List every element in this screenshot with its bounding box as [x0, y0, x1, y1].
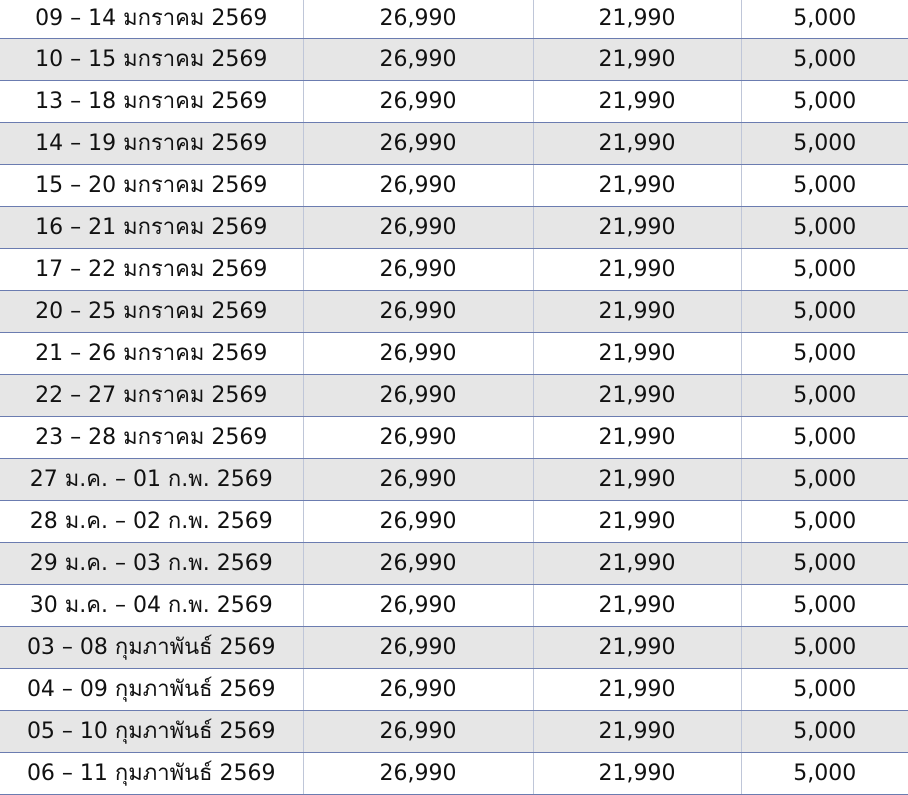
- price-cell: 26,990: [303, 333, 533, 375]
- table-row: [0, 753, 908, 795]
- price-cell: 26,990: [303, 39, 533, 81]
- price-cell: 26,990: [303, 165, 533, 207]
- price-cell: 5,000: [741, 123, 908, 165]
- price-cell: 21,990: [533, 207, 741, 249]
- table-row: [0, 291, 908, 333]
- price-cell: 26,990: [303, 711, 533, 753]
- travel-date-cell: 27 ม.ค. – 01 ก.พ. 2569: [0, 459, 303, 501]
- price-cell: 5,000: [741, 207, 908, 249]
- price-cell: 26,990: [303, 669, 533, 711]
- travel-date-cell: 15 – 20 มกราคม 2569: [0, 165, 303, 207]
- price-cell: 26,990: [303, 81, 533, 123]
- travel-date-cell: 10 – 15 มกราคม 2569: [0, 39, 303, 81]
- travel-date-cell: 03 – 08 กุมภาพันธ์ 2569: [0, 627, 303, 669]
- price-cell: 26,990: [303, 207, 533, 249]
- table-row: [0, 207, 908, 249]
- price-cell: 21,990: [533, 81, 741, 123]
- price-cell: 26,990: [303, 291, 533, 333]
- price-cell: 21,990: [533, 417, 741, 459]
- table-row: [0, 669, 908, 711]
- price-cell: 21,990: [533, 585, 741, 627]
- price-cell: 26,990: [303, 627, 533, 669]
- price-cell: 5,000: [741, 249, 908, 291]
- table-row: [0, 711, 908, 753]
- price-cell: 5,000: [741, 333, 908, 375]
- table-row: [0, 0, 908, 39]
- price-cell: 26,990: [303, 753, 533, 795]
- travel-date-cell: 09 – 14 มกราคม 2569: [0, 0, 303, 39]
- price-cell: 26,990: [303, 501, 533, 543]
- travel-date-cell: 04 – 09 กุมภาพันธ์ 2569: [0, 669, 303, 711]
- price-cell: 26,990: [303, 375, 533, 417]
- price-cell: 5,000: [741, 669, 908, 711]
- travel-date-cell: 20 – 25 มกราคม 2569: [0, 291, 303, 333]
- price-cell: 5,000: [741, 417, 908, 459]
- price-cell: 5,000: [741, 291, 908, 333]
- price-cell: 21,990: [533, 0, 741, 39]
- table-row: [0, 249, 908, 291]
- travel-date-cell: 17 – 22 มกราคม 2569: [0, 249, 303, 291]
- price-cell: 5,000: [741, 543, 908, 585]
- travel-date-cell: 14 – 19 มกราคม 2569: [0, 123, 303, 165]
- travel-date-cell: 06 – 11 กุมภาพันธ์ 2569: [0, 753, 303, 795]
- table-row: [0, 543, 908, 585]
- table-row: [0, 627, 908, 669]
- price-cell: 21,990: [533, 165, 741, 207]
- price-cell: 21,990: [533, 333, 741, 375]
- price-cell: 5,000: [741, 165, 908, 207]
- price-cell: 5,000: [741, 459, 908, 501]
- price-cell: 26,990: [303, 417, 533, 459]
- price-cell: 21,990: [533, 753, 741, 795]
- table-row: [0, 81, 908, 123]
- price-cell: 21,990: [533, 669, 741, 711]
- travel-date-cell: 30 ม.ค. – 04 ก.พ. 2569: [0, 585, 303, 627]
- table-row: [0, 501, 908, 543]
- price-cell: 21,990: [533, 501, 741, 543]
- price-cell: 5,000: [741, 711, 908, 753]
- price-cell: 26,990: [303, 543, 533, 585]
- price-cell: 21,990: [533, 39, 741, 81]
- price-cell: 5,000: [741, 627, 908, 669]
- price-cell: 21,990: [533, 123, 741, 165]
- table-row: [0, 123, 908, 165]
- price-cell: 5,000: [741, 585, 908, 627]
- price-cell: 26,990: [303, 585, 533, 627]
- price-cell: 5,000: [741, 81, 908, 123]
- price-cell: 26,990: [303, 249, 533, 291]
- travel-date-cell: 28 ม.ค. – 02 ก.พ. 2569: [0, 501, 303, 543]
- travel-date-cell: 23 – 28 มกราคม 2569: [0, 417, 303, 459]
- travel-date-cell: 21 – 26 มกราคม 2569: [0, 333, 303, 375]
- price-cell: 21,990: [533, 291, 741, 333]
- travel-date-cell: 13 – 18 มกราคม 2569: [0, 81, 303, 123]
- price-cell: 5,000: [741, 0, 908, 39]
- price-cell: 21,990: [533, 375, 741, 417]
- price-cell: 21,990: [533, 711, 741, 753]
- travel-date-cell: 16 – 21 มกราคม 2569: [0, 207, 303, 249]
- table-row: [0, 417, 908, 459]
- price-cell: 21,990: [533, 249, 741, 291]
- travel-date-cell: 22 – 27 มกราคม 2569: [0, 375, 303, 417]
- price-cell: 26,990: [303, 123, 533, 165]
- price-cell: 26,990: [303, 0, 533, 39]
- table-row: [0, 585, 908, 627]
- price-cell: 21,990: [533, 543, 741, 585]
- travel-date-cell: 29 ม.ค. – 03 ก.พ. 2569: [0, 543, 303, 585]
- price-cell: 5,000: [741, 375, 908, 417]
- table-row: [0, 333, 908, 375]
- travel-date-cell: 05 – 10 กุมภาพันธ์ 2569: [0, 711, 303, 753]
- table-row: [0, 375, 908, 417]
- table-row: [0, 459, 908, 501]
- price-cell: 21,990: [533, 459, 741, 501]
- table-row: [0, 165, 908, 207]
- table-row: [0, 39, 908, 81]
- price-cell: 26,990: [303, 459, 533, 501]
- price-cell: 5,000: [741, 501, 908, 543]
- price-cell: 21,990: [533, 627, 741, 669]
- price-cell: 5,000: [741, 753, 908, 795]
- price-cell: 5,000: [741, 39, 908, 81]
